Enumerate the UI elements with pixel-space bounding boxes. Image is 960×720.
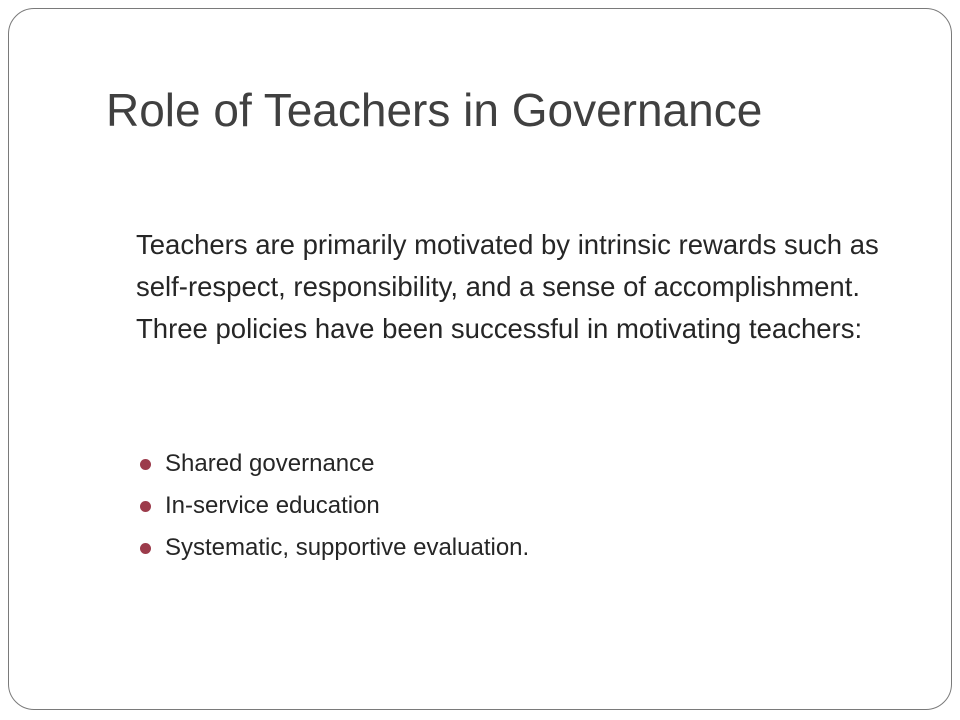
bullet-text: In-service education xyxy=(165,492,380,519)
bullet-icon xyxy=(140,543,151,554)
bullet-item xyxy=(138,446,529,488)
bullet-list xyxy=(138,446,529,572)
bullet-item xyxy=(138,530,529,572)
bullet-item xyxy=(138,488,529,530)
bullet-icon xyxy=(140,501,151,512)
slide-title: Role of Teachers in Governance xyxy=(106,84,763,136)
bullet-text: Systematic, supportive evaluation. xyxy=(165,534,530,561)
bullet-text: Shared governance xyxy=(165,450,375,477)
bullet-icon xyxy=(140,459,151,470)
intro-paragraph: Teachers are primarily motivated by intrinsic rewards such as self-respect, responsibility, and a sense of accomplishment. Three policies have been successful in motivating teachers: xyxy=(136,229,879,344)
